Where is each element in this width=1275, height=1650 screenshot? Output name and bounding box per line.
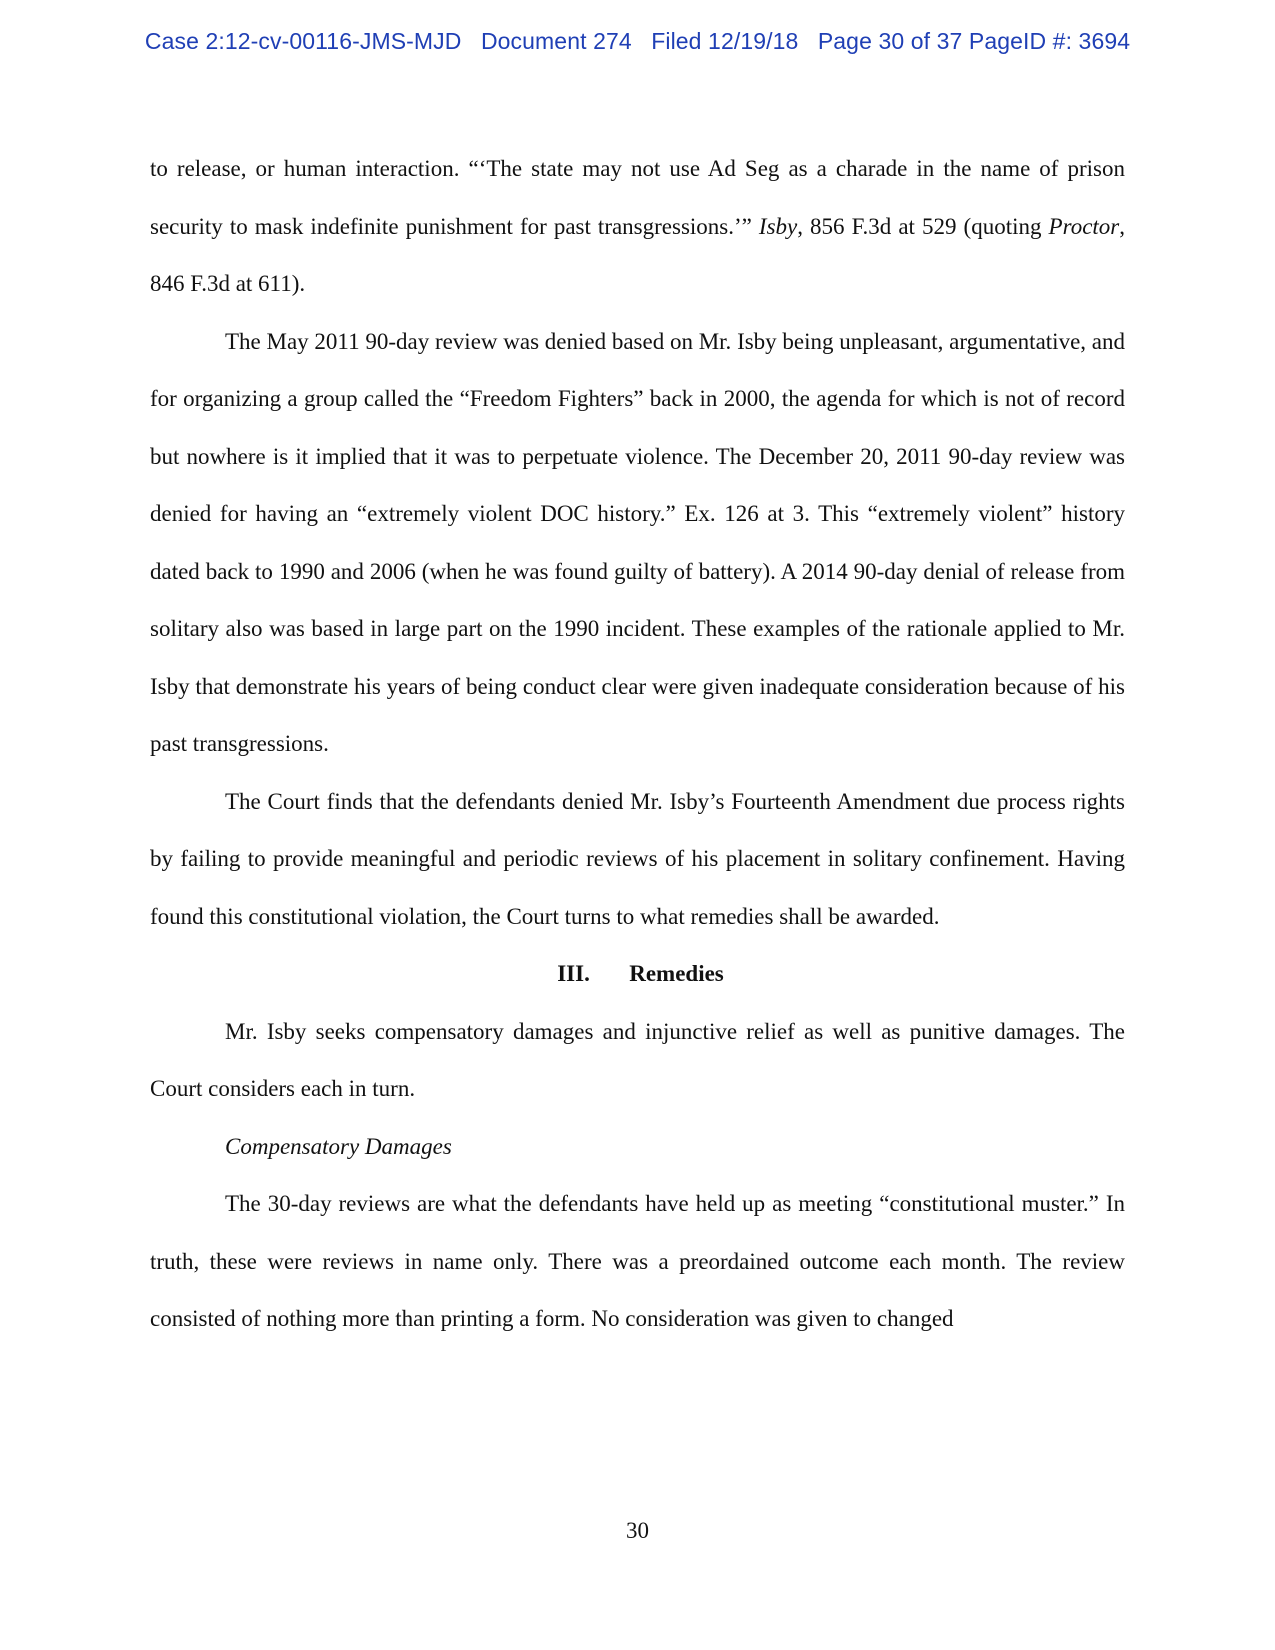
section-heading xyxy=(150,945,1125,1003)
paragraph-text: , 856 F.3d at 529 (quoting xyxy=(797,213,1049,239)
paragraph-review-denials: The May 2011 90-day review was denied based on Mr. Isby being unpleasant, argumentative, and for organizing a group called the “Freedom Fighters” back in 2000, the agenda for which is not of record but nowhere is it implied that it was to perpetuate violence. The December 20, 2011 90-day review was denied for having an “extremely violent DOC history.” Ex. 126 at 3. This “extremely violent” history dated back to 1990 and 2006 (when he was found guilty of battery). A 2014 90-day denial of release from solitary also was based in large part on the 1990 incident. These examples of the rationale applied to Mr. Isby that demonstrate his years of being conduct clear were given inadequate consideration because of his past transgressions. xyxy=(150,328,1125,756)
paragraph-text: to release, or human interaction. “‘The state may not use Ad Seg as a charade in the name of prison security to mask indefinite punishment for past transgressions.’” xyxy=(150,156,1125,239)
paragraph-quote-continuation xyxy=(150,140,1125,313)
section-title: Remedies xyxy=(629,961,724,986)
case-citation-isby: Isby xyxy=(758,213,798,239)
paragraph-text: , 846 F.3d at 611). xyxy=(150,213,1125,296)
case-citation-proctor: Proctor xyxy=(1048,213,1120,239)
subheading-compensatory-damages: Compensatory Damages xyxy=(225,1133,452,1159)
paragraph-court-finding: The Court finds that the defendants denied Mr. Isby’s Fourteenth Amendment due process rights by failing to provide meaningful and periodic reviews of his placement in solitary confinement. Having found this constitutional violation, the Court turns to what remedies shall be awarded. xyxy=(150,788,1125,929)
page-number: 30 xyxy=(626,1518,649,1543)
case-header-stamp: Case 2:12-cv-00116-JMS-MJD Document 274 Filed 12/19/18 Page 30 of 37 PageID #: 3694 xyxy=(144,28,1131,54)
document-body xyxy=(150,140,1125,1348)
paragraph-thirty-day-reviews: The 30-day reviews are what the defendants have held up as meeting “constitutional muster.” In truth, these were reviews in name only. There was a preordained outcome each month. The review consisted of nothing more than printing a form. No consideration was given to changed xyxy=(150,1191,1125,1331)
section-number: III. xyxy=(557,961,590,986)
paragraph-remedies-intro: Mr. Isby seeks compensatory damages and injunctive relief as well as punitive damages. The Court considers each in turn. xyxy=(150,1018,1125,1101)
